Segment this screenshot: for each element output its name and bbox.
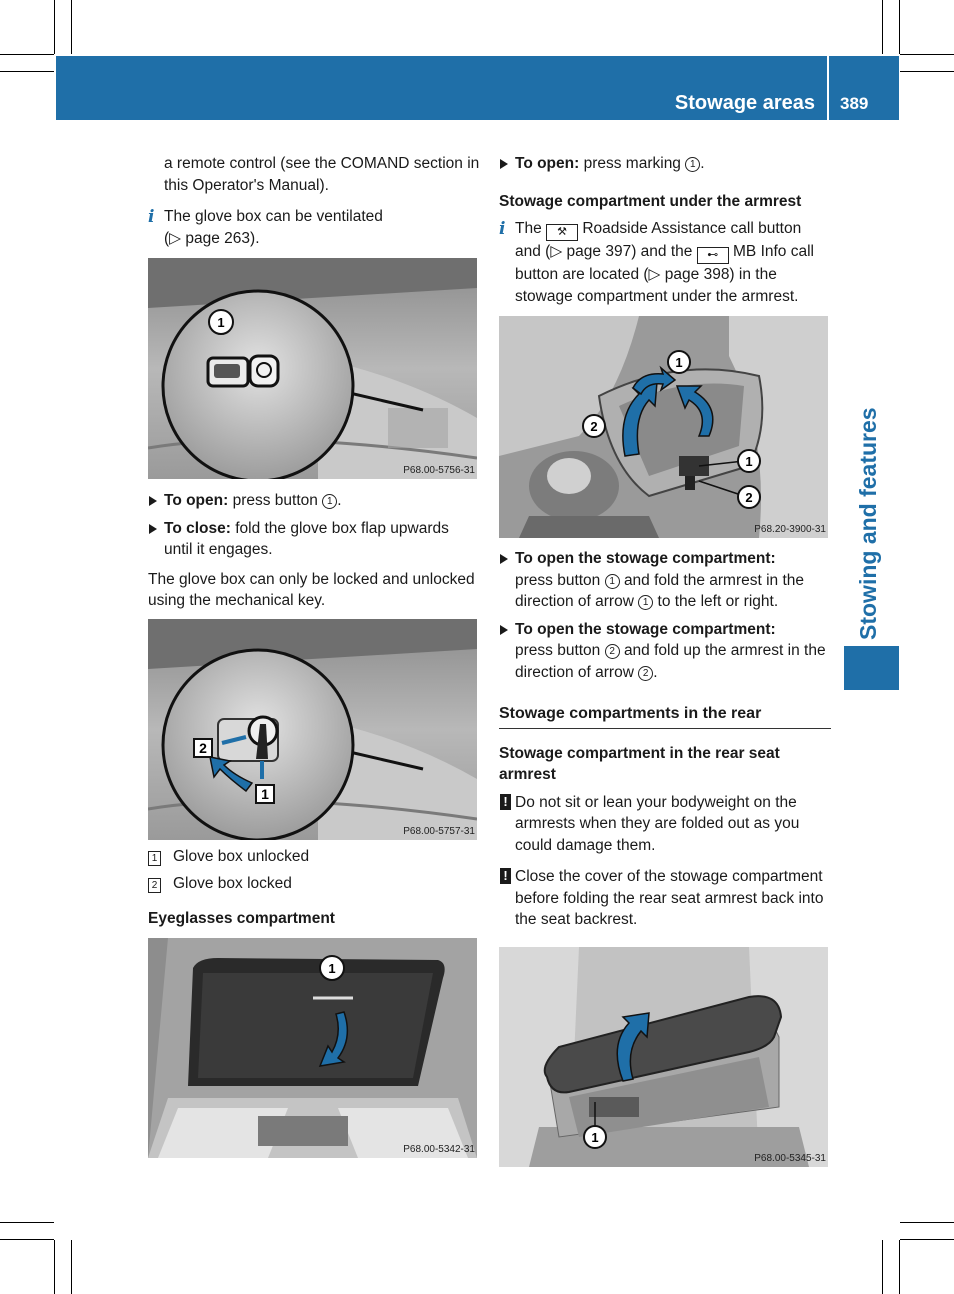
mb-info-icon: ⊷ [697, 247, 729, 264]
chapter-tab [844, 646, 899, 690]
left-column-legend [148, 846, 480, 936]
left-column-top [148, 153, 480, 259]
figure-callout: 1 [261, 786, 269, 802]
figure-code: P68.00-5757-31 [403, 826, 475, 837]
figure-callout: 1 [675, 355, 683, 370]
warning-note [499, 866, 831, 931]
crop-mark [0, 1222, 54, 1223]
glove-box-illustration [148, 258, 477, 479]
crop-mark [71, 0, 72, 54]
figure-code: P68.00-5345-31 [754, 1153, 826, 1164]
page-number: 389 [840, 94, 869, 113]
crop-mark [882, 0, 883, 54]
instruction-text: fold the glove box flap upwards until it engages. [164, 519, 449, 558]
instruction-open-compartment-2: To open the stowage compartment: press button 2 and fold up the armrest in the direction of arrow 2 . [499, 619, 831, 684]
instruction-label: To open: [515, 155, 580, 172]
info-icon: i [499, 219, 506, 239]
crop-mark [899, 0, 900, 54]
page-header [56, 56, 899, 120]
figure-glove-box-lock [148, 619, 477, 840]
rear-armrest-illustration [499, 947, 828, 1167]
crop-mark [900, 1239, 954, 1240]
eyeglasses-illustration [148, 938, 477, 1158]
figure-callout: 1 [328, 961, 336, 976]
figure-code: P68.20-3900-31 [754, 524, 826, 535]
instruction-open-compartment-1: To open the stowage compartment: press button 1 and fold the armrest in the direction of arrow 1 to the left or right. [499, 548, 831, 613]
info-note: i The ⚒ Roadside Assistance call button and (▷ page 397) and the ⊷ MB Info call button are located (▷ page 398) in the stowage compartment under the armrest. [499, 219, 814, 305]
figure-callout: 2 [590, 419, 598, 434]
section-title: Stowage areas [674, 92, 815, 114]
legend-number: 1 [148, 851, 161, 866]
instruction-open-marking: To open: press marking 1 . [499, 153, 831, 175]
chapter-tab-label: Stowing and features [855, 407, 881, 640]
rear-heading: Stowage compartments in the rear [499, 703, 831, 729]
warning-note [499, 792, 831, 857]
instruction-open: To open: press button 1 . [148, 490, 480, 512]
crop-mark [900, 54, 954, 55]
callout-ref: 1 [322, 494, 337, 509]
callout-ref: 2 [638, 666, 653, 681]
instruction-label: To close: [164, 519, 231, 537]
instruction-close [148, 518, 480, 561]
instruction-label: To open the stowage compartment: [515, 550, 776, 567]
figure-glove-box-button [148, 258, 477, 479]
right-column-top [499, 153, 831, 317]
figure-code: P68.00-5756-31 [403, 465, 475, 476]
info-note-ref: (▷ page 263). [164, 229, 260, 247]
callout-ref: 1 [638, 595, 653, 610]
figure-rear-armrest [499, 947, 828, 1167]
crop-mark [71, 1240, 72, 1294]
lock-illustration [148, 619, 477, 840]
legend-text: Glove box unlocked [173, 848, 310, 865]
crop-mark [900, 71, 954, 72]
eyeglasses-heading: Eyeglasses compartment [148, 910, 335, 927]
header-divider [827, 56, 829, 120]
warning-icon: ! [500, 868, 511, 884]
figure-front-armrest [499, 316, 828, 538]
armrest-heading: Stowage compartment under the armrest [499, 192, 802, 210]
instruction-text: press marking [583, 155, 681, 172]
callout-ref: 1 [685, 157, 700, 172]
figure-callout: 1 [745, 454, 753, 469]
figure-callout: 1 [217, 315, 225, 330]
legend-text: Glove box locked [173, 874, 292, 892]
legend-item [148, 873, 480, 895]
info-note-text: The glove box can be ventilated [164, 208, 383, 225]
crop-mark [899, 1240, 900, 1294]
intro-text: a remote control (see the COMAND section in this Operator's Manual). [164, 155, 480, 194]
warning-text: Do not sit or lean your bodyweight on the armrests when they are folded out as you could damage them. [515, 793, 800, 854]
figure-eyeglasses-compartment [148, 938, 477, 1158]
info-note [148, 206, 480, 249]
legend-item [148, 846, 480, 868]
legend-number: 2 [148, 878, 161, 893]
crop-mark [54, 0, 55, 54]
info-icon: i [148, 207, 155, 227]
instruction-label: To open the stowage compartment: [515, 620, 776, 638]
figure-callout: 1 [591, 1130, 599, 1145]
crop-mark [900, 1222, 954, 1223]
instruction-label: To open: [164, 492, 229, 509]
instruction-text: press button [232, 492, 318, 509]
callout-ref: 1 [605, 574, 620, 589]
crop-mark [0, 1239, 54, 1240]
lock-note: The glove box can only be locked and unlocked using the mechanical key. [148, 570, 475, 609]
figure-code: P68.00-5342-31 [403, 1144, 475, 1155]
warning-text: Close the cover of the stowage compartment before folding the rear seat armrest back into the seat backrest. [515, 868, 824, 928]
crop-mark [882, 1240, 883, 1294]
figure-callout: 2 [745, 490, 753, 505]
armrest-illustration [499, 316, 828, 538]
crop-mark [0, 71, 54, 72]
figure-callout: 2 [199, 740, 207, 756]
left-column-mid [148, 490, 480, 622]
right-column-mid [499, 548, 831, 941]
crop-mark [0, 54, 54, 55]
callout-ref: 2 [605, 644, 620, 659]
warning-icon: ! [500, 794, 511, 810]
wrench-icon: ⚒ [546, 224, 578, 241]
crop-mark [54, 1240, 55, 1294]
rear-seat-heading: Stowage compartment in the rear seat armrest [499, 744, 780, 783]
